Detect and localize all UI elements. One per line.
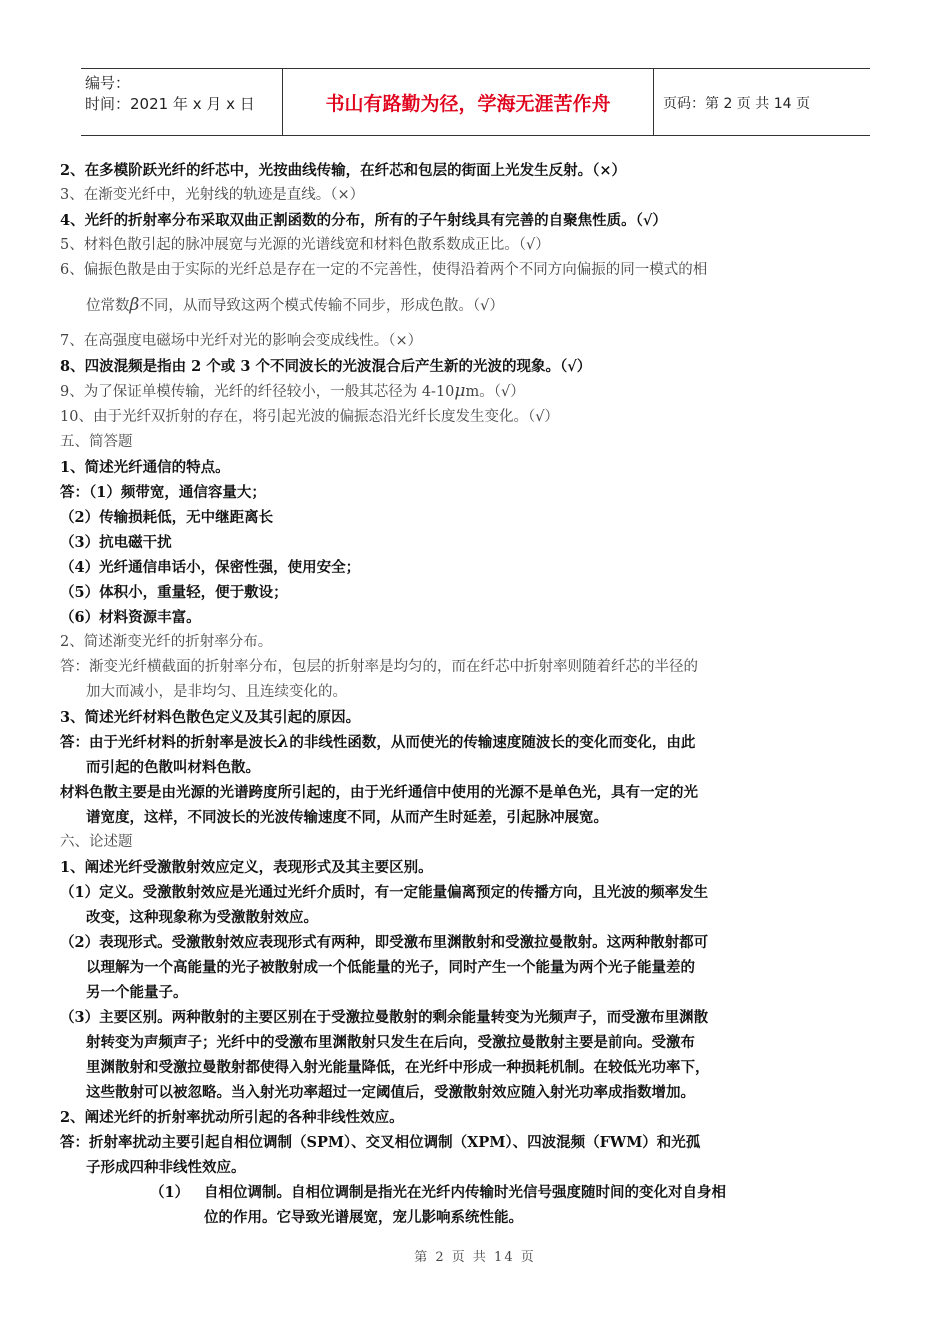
document-body — [60, 158, 820, 1230]
text-span: m。（√） — [465, 384, 525, 400]
question-1: 1、简述光纤通信的特点。 — [60, 459, 230, 476]
essay-2-answer-line-1: 答：折射率扰动主要引起自相位调制（SPM）、交叉相位调制（XPM）、四波混频（FWM）和光孤 — [60, 1134, 701, 1151]
essay-1-part-3-line-1: （3）主要区别。两种散射的主要区别在于受激拉曼散射的剩余能量转变为光频声子，而受激布里渊散 — [60, 1009, 709, 1026]
answer-1-line-6: （6）材料资源丰富。 — [60, 609, 201, 626]
section-heading-6: 六、论述题 — [60, 834, 133, 850]
answer-1-line-1: 答：（1）频带宽，通信容量大； — [60, 484, 266, 501]
answer-3-line-2: 而引起的色散叫材料色散。 — [86, 759, 260, 776]
text-span: 9、为了保证单模传输，光纤的纤径较小，一般其芯径为 4-10 — [60, 384, 455, 400]
essay-question-2: 2、阐述光纤的折射率扰动所引起的各种非线性效应。 — [60, 1109, 404, 1126]
doc-date: 时间：2021 年 x 月 x 日 — [85, 95, 255, 113]
tf-item-8: 8、四波混频是指由 2 个或 3 个不同波长的光波混合后产生新的光波的现象。（√） — [60, 358, 592, 375]
answer-2-line-1: 答：渐变光纤横截面的折射率分布，包层的折射率是均匀的，而在纤芯中折射率则随着纤芯的半径的 — [60, 659, 698, 675]
tf-item-9 — [60, 379, 820, 405]
answer-1-line-3: （3）抗电磁干扰 — [60, 534, 172, 551]
mu-symbol: μ — [454, 381, 466, 401]
essay-2-answer-line-2: 子形成四种非线性效应。 — [86, 1159, 246, 1176]
essay-1-part-1-line-1: （1）定义。受激散射效应是光通过光纤介质时，有一定能量偏离预定的传播方向，且光波的频率发生 — [60, 884, 709, 901]
essay-question-1: 1、阐述光纤受激散射效应定义，表现形式及其主要区别。 — [60, 859, 433, 876]
doc-id-label: 编号： — [85, 74, 131, 92]
header-meta — [85, 73, 281, 115]
text-span: 不同，从而导致这两个模式传输不同步，形成色散。（√） — [139, 298, 504, 314]
text-span: 自相位调制。自相位调制是指光在光纤内传输时光信号强度随时间的变化对自身相 — [204, 1184, 726, 1201]
essay-1-part-2-line-2: 以理解为一个高能量的光子被散射成一个低能量的光子，同时产生一个能量为两个光子能量差的 — [86, 959, 695, 976]
lambda-symbol: λ — [277, 732, 290, 752]
section-heading-5: 五、简答题 — [60, 434, 133, 450]
answer-1-line-4: （4）光纤通信串话小，保密性强，使用安全； — [60, 559, 361, 576]
answer-1-line-2: （2）传输损耗低，无中继距离长 — [60, 509, 274, 526]
beta-symbol: β — [129, 295, 140, 315]
answer-1-line-5: （5）体积小，重量轻，便于敷设； — [60, 584, 288, 601]
essay-2-sub-1-line-1 — [60, 1180, 820, 1205]
sub-item-number: （1） — [150, 1184, 190, 1201]
text-span: 位常数 — [86, 298, 130, 314]
essay-1-part-1-line-2: 改变，这种现象称为受激散射效应。 — [86, 909, 318, 926]
text-span: 答：由于光纤材料的折射率是波长 — [60, 734, 278, 751]
answer-3-line-3: 材料色散主要是由光源的光谱跨度所引起的，由于光纤通信中使用的光源不是单色光，具有一定的光 — [60, 784, 698, 801]
tf-item-4: 4、光纤的折射率分布采取双曲正割函数的分布，所有的子午射线具有完善的自聚焦性质。（√） — [60, 212, 667, 229]
tf-item-7: 7、在高强度电磁场中光纤对光的影响会变成线性。（×） — [60, 333, 423, 349]
answer-3-line-1 — [60, 730, 820, 755]
essay-1-part-3-line-3: 里渊散射和受激拉曼散射都使得入射光能量降低，在光纤中形成一种损耗机制。在较低光功率下， — [86, 1059, 710, 1076]
header-motto: 书山有路勤为径，学海无涯苦作舟 — [282, 68, 654, 136]
answer-2-line-2: 加大而减小，是非均匀、且连续变化的。 — [86, 684, 347, 700]
essay-1-part-2-line-1: （2）表现形式。受激散射效应表现形式有两种，即受激布里渊散射和受激拉曼散射。这两种散射都可 — [60, 934, 709, 951]
essay-1-part-3-line-2: 射转变为声频声子；光纤中的受激布里渊散射只发生在后向，受激拉曼散射主要是前向。受激布 — [86, 1034, 695, 1051]
essay-1-part-2-line-3: 另一个能量子。 — [86, 984, 188, 1001]
question-2: 2、简述渐变光纤的折射率分布。 — [60, 634, 273, 650]
text-span: 的非线性函数，从而使光的传输速度随波长的变化而变化，由此 — [289, 734, 696, 751]
header-page-code: 页码：第 2 页 共 14 页 — [663, 96, 810, 112]
question-3: 3、简述光纤材料色散色定义及其引起的原因。 — [60, 709, 361, 726]
tf-item-6: 6、偏振色散是由于实际的光纤总是存在一定的不完善性，使得沿着两个不同方向偏振的同一模式的相 — [60, 262, 708, 278]
page-footer: 第 2 页 共 14 页 — [414, 1250, 536, 1265]
answer-3-line-4: 谱宽度，这样，不同波长的光波传输速度不同，从而产生时延差，引起脉冲展宽。 — [86, 809, 608, 826]
tf-item-10: 10、由于光纤双折射的存在，将引起光波的偏振态沿光纤长度发生变化。（√） — [60, 409, 559, 425]
essay-2-sub-1-line-2: 位的作用。它导致光谱展宽，宠儿影响系统性能。 — [204, 1209, 523, 1226]
tf-item-5: 5、材料色散引起的脉冲展宽与光源的光谱线宽和材料色散系数成正比。（√） — [60, 237, 550, 253]
tf-item-3: 3、在渐变光纤中，光射线的轨迹是直线。（×） — [60, 187, 365, 203]
page-header — [81, 68, 870, 136]
tf-item-6-cont — [60, 293, 820, 319]
essay-1-part-3-line-4: 这些散射可以被忽略。当入射光功率超过一定阈值后，受激散射效应随入射光功率成指数增加。 — [86, 1084, 695, 1101]
tf-item-2: 2、在多模阶跃光纤的纤芯中，光按曲线传输，在纤芯和包层的街面上光发生反射。（×） — [60, 162, 626, 179]
